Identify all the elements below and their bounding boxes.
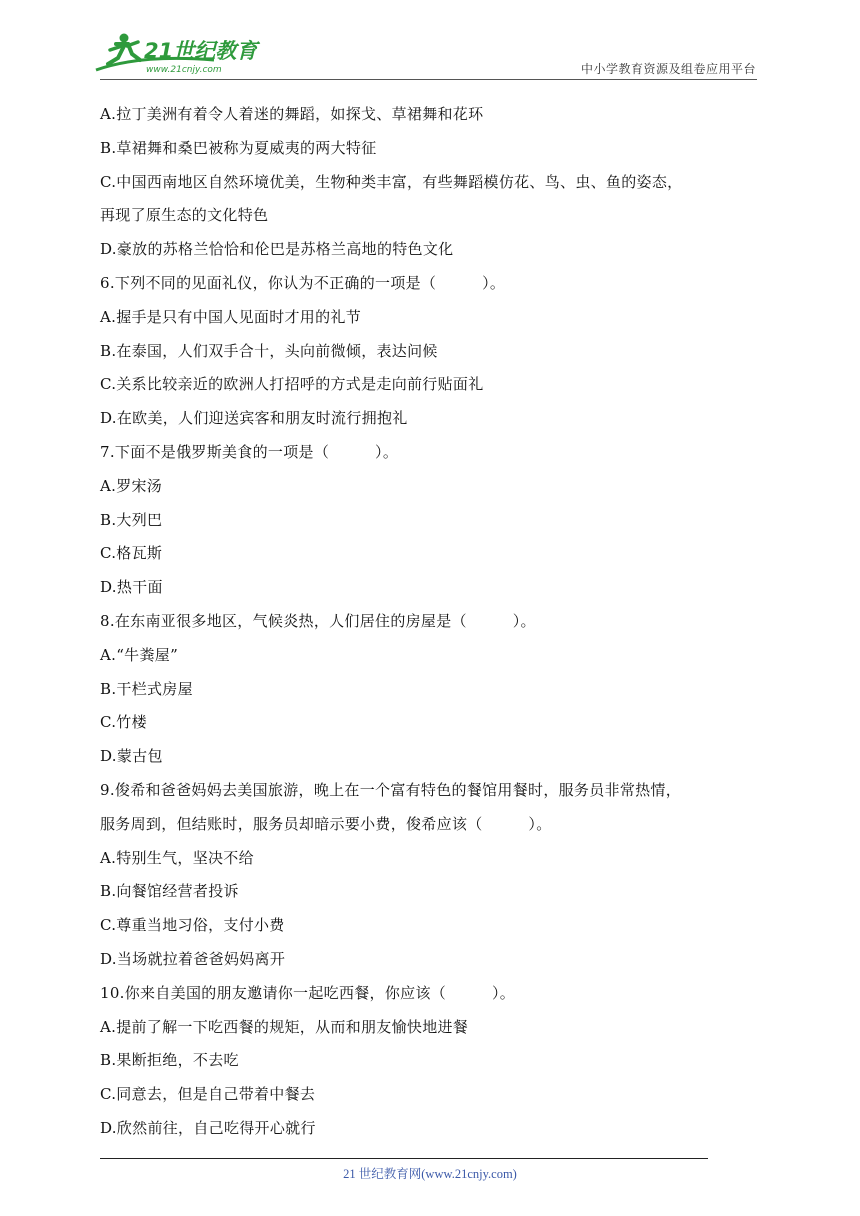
option-a: A.握手是只有中国人见面时才用的礼节 bbox=[100, 307, 362, 326]
text-line: B.草裙舞和桑巴被称为夏威夷的两大特征 bbox=[100, 138, 377, 157]
option-d: D.蒙古包 bbox=[100, 747, 163, 766]
option-d: D.热干面 bbox=[100, 578, 163, 597]
question-content bbox=[100, 98, 765, 1146]
logo-text: 21世纪教育 bbox=[144, 39, 258, 63]
page-header bbox=[0, 0, 860, 80]
header-platform-label: 中小学教育资源及组卷应用平台 bbox=[580, 62, 756, 76]
option-a: A.罗宋汤 bbox=[100, 476, 163, 495]
footer-divider bbox=[100, 1158, 708, 1159]
option-b: B.在泰国，人们双手合十，头向前微倾，表达问候 bbox=[100, 341, 438, 360]
option-a: A.“牛粪屋” bbox=[100, 645, 179, 664]
question-7: 7.下面不是俄罗斯美食的一项是（ ）。 bbox=[100, 442, 399, 461]
option-d: D.当场就拉着爸爸妈妈离开 bbox=[100, 949, 286, 968]
option-b: B.大列巴 bbox=[100, 510, 163, 529]
question-9: 9.俊希和爸爸妈妈去美国旅游，晚上在一个富有特色的餐馆用餐时，服务员非常热情， bbox=[100, 780, 682, 799]
option-a: A.提前了解一下吃西餐的规矩，从而和朋友愉快地进餐 bbox=[100, 1017, 469, 1036]
text-line: C.中国西南地区自然环境优美，生物种类丰富，有些舞蹈模仿花、鸟、虫、鱼的姿态， bbox=[100, 172, 683, 191]
text-line: D.豪放的苏格兰恰恰和伦巴是苏格兰高地的特色文化 bbox=[100, 240, 454, 259]
option-c: C.格瓦斯 bbox=[100, 544, 163, 563]
header-divider bbox=[100, 79, 757, 80]
site-logo bbox=[94, 30, 264, 78]
logo-url: www.21cnjy.com bbox=[146, 65, 222, 75]
question-8: 8.在东南亚很多地区，气候炎热，人们居住的房屋是（ ）。 bbox=[100, 611, 536, 630]
option-d: D.欣然前往，自己吃得开心就行 bbox=[100, 1118, 316, 1137]
text-line: A.拉丁美洲有着令人着迷的舞蹈，如探戈、草裙舞和花环 bbox=[100, 105, 484, 123]
footer-site-link[interactable]: 21 世纪教育网(www.21cnjy.com) bbox=[343, 1167, 517, 1181]
option-c: C.关系比较亲近的欧洲人打招呼的方式是走向前行贴面礼 bbox=[100, 375, 484, 394]
option-c: C.尊重当地习俗，支付小费 bbox=[100, 916, 285, 935]
option-b: B.干栏式房屋 bbox=[100, 679, 193, 698]
question-6: 6.下列不同的见面礼仪，你认为不正确的一项是（ ）。 bbox=[100, 273, 506, 292]
logo-runner-icon bbox=[94, 30, 264, 78]
option-a: A.特别生气，坚决不给 bbox=[100, 848, 254, 867]
option-d: D.在欧美，人们迎送宾客和朋友时流行拥抱礼 bbox=[100, 409, 408, 428]
question-10: 10.你来自美国的朋友邀请你一起吃西餐，你应该（ ）。 bbox=[100, 983, 516, 1002]
option-c: C.竹楼 bbox=[100, 713, 147, 732]
option-c: C.同意去，但是自己带着中餐去 bbox=[100, 1085, 316, 1104]
option-b: B.向餐馆经营者投诉 bbox=[100, 882, 239, 901]
text-line: 再现了原生态的文化特色 bbox=[100, 206, 269, 225]
option-b: B.果断拒绝，不去吃 bbox=[100, 1051, 239, 1070]
question-9-continued: 服务周到，但结账时，服务员却暗示要小费，俊希应该（ ）。 bbox=[100, 814, 552, 833]
